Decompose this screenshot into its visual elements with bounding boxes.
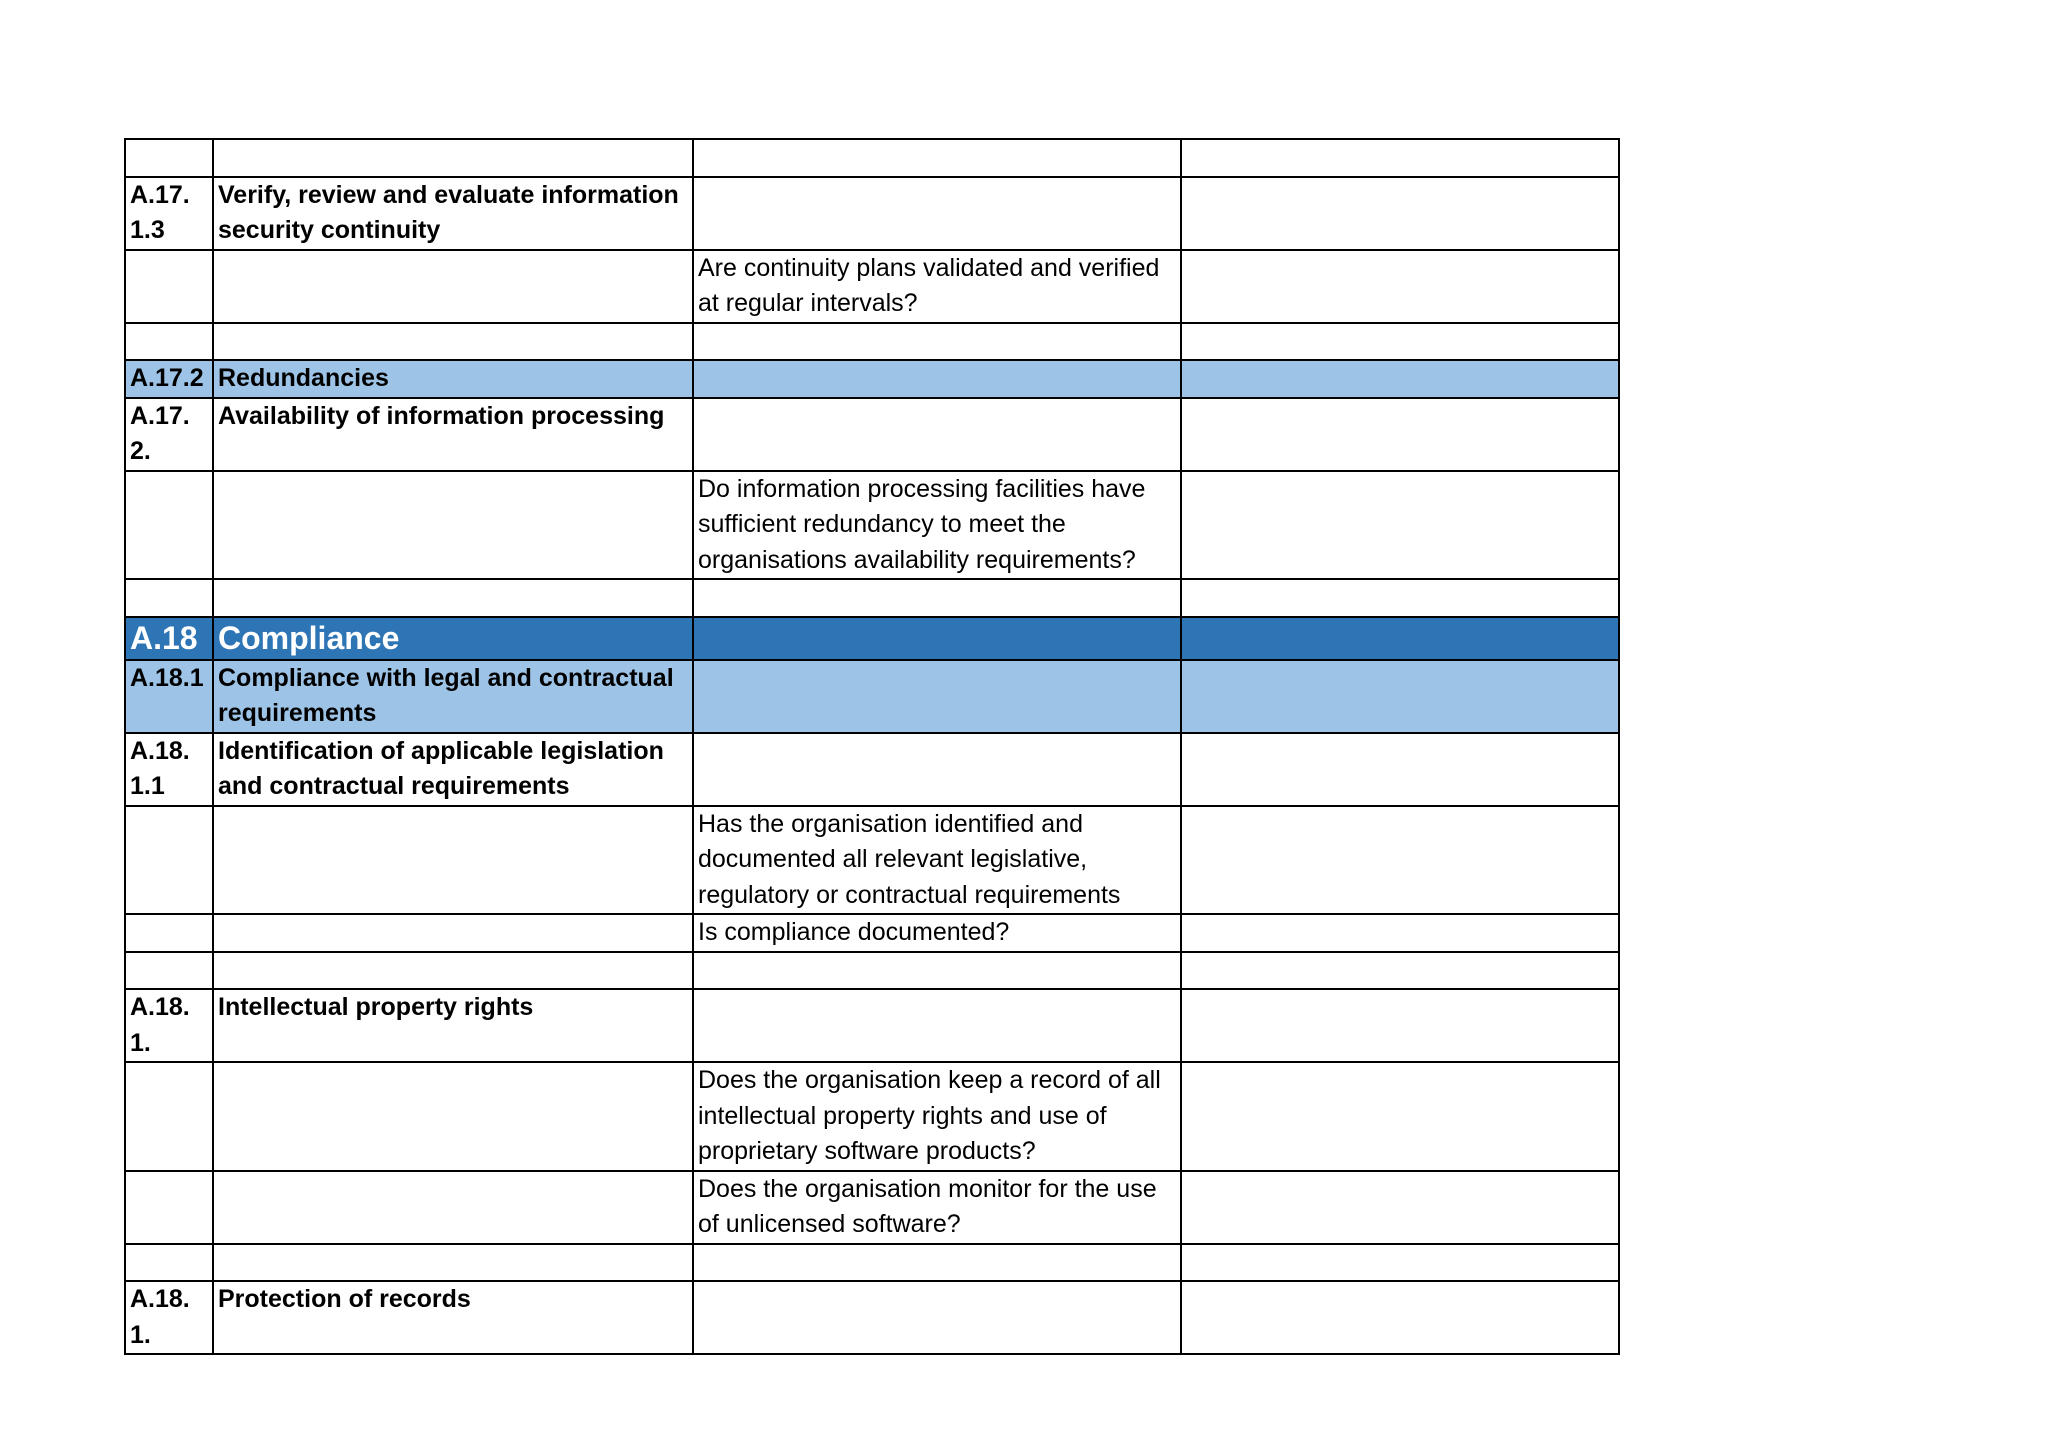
subsection-title-cell[interactable]: Compliance with legal and contractual requirements	[213, 660, 693, 733]
table-row	[125, 1281, 1619, 1354]
question-cell[interactable]	[693, 360, 1181, 398]
control-title-cell[interactable]	[213, 806, 693, 915]
table-row	[125, 177, 1619, 250]
table-row	[125, 1244, 1619, 1282]
notes-cell[interactable]	[1181, 360, 1619, 398]
control-title-cell[interactable]: Verify, review and evaluate information security continuity	[213, 177, 693, 250]
ref-cell[interactable]	[125, 1171, 213, 1244]
notes-cell[interactable]	[1181, 579, 1619, 617]
question-cell[interactable]	[693, 989, 1181, 1062]
table-row	[125, 398, 1619, 471]
table-row	[125, 471, 1619, 580]
control-title-cell[interactable]: Availability of information processing	[213, 398, 693, 471]
control-title-cell[interactable]	[213, 323, 693, 361]
question-cell[interactable]	[693, 952, 1181, 990]
notes-cell[interactable]	[1181, 323, 1619, 361]
subsection-heading-row	[125, 360, 1619, 398]
control-title-cell[interactable]	[213, 579, 693, 617]
ref-cell[interactable]: A.18.1.	[125, 1281, 213, 1354]
ref-cell[interactable]	[125, 323, 213, 361]
ref-cell[interactable]: A.18.1	[125, 660, 213, 733]
control-title-cell[interactable]: Identification of applicable legislation and contractual requirements	[213, 733, 693, 806]
notes-cell[interactable]	[1181, 806, 1619, 915]
ref-cell[interactable]: A.18.1.	[125, 989, 213, 1062]
control-title-cell[interactable]	[213, 139, 693, 177]
control-title-cell[interactable]	[213, 1244, 693, 1282]
question-cell[interactable]	[693, 139, 1181, 177]
table-row	[125, 139, 1619, 177]
notes-cell[interactable]	[1181, 177, 1619, 250]
question-cell[interactable]	[693, 177, 1181, 250]
question-cell[interactable]	[693, 579, 1181, 617]
section-ref-cell[interactable]: A.18	[125, 617, 213, 660]
notes-cell[interactable]	[1181, 617, 1619, 660]
question-cell[interactable]: Are continuity plans validated and verified at regular intervals?	[693, 250, 1181, 323]
ref-cell[interactable]	[125, 471, 213, 580]
control-title-cell[interactable]	[213, 1062, 693, 1171]
ref-cell[interactable]: A.17.2.	[125, 398, 213, 471]
ref-cell[interactable]	[125, 914, 213, 952]
notes-cell[interactable]	[1181, 952, 1619, 990]
table-row	[125, 806, 1619, 915]
notes-cell[interactable]	[1181, 1062, 1619, 1171]
table-row	[125, 1062, 1619, 1171]
ref-cell[interactable]	[125, 952, 213, 990]
ref-cell[interactable]	[125, 579, 213, 617]
notes-cell[interactable]	[1181, 139, 1619, 177]
notes-cell[interactable]	[1181, 471, 1619, 580]
ref-cell[interactable]	[125, 806, 213, 915]
notes-cell[interactable]	[1181, 914, 1619, 952]
control-title-cell[interactable]: Intellectual property rights	[213, 989, 693, 1062]
question-cell[interactable]	[693, 398, 1181, 471]
section-title-cell[interactable]: Compliance	[213, 617, 693, 660]
control-title-cell[interactable]	[213, 471, 693, 580]
question-cell[interactable]	[693, 1244, 1181, 1282]
subsection-heading-row	[125, 660, 1619, 733]
ref-cell[interactable]	[125, 250, 213, 323]
ref-cell[interactable]	[125, 1062, 213, 1171]
question-cell[interactable]: Has the organisation identified and documented all relevant legislative, regulatory or contractual requirements	[693, 806, 1181, 915]
table-row	[125, 989, 1619, 1062]
notes-cell[interactable]	[1181, 1281, 1619, 1354]
table-row	[125, 579, 1619, 617]
control-title-cell[interactable]	[213, 1171, 693, 1244]
control-title-cell[interactable]	[213, 952, 693, 990]
ref-cell[interactable]: A.17.1.3	[125, 177, 213, 250]
question-cell[interactable]: Does the organisation keep a record of all intellectual property rights and use of proprietary software products?	[693, 1062, 1181, 1171]
section-heading-row	[125, 617, 1619, 660]
table-row	[125, 914, 1619, 952]
notes-cell[interactable]	[1181, 250, 1619, 323]
checklist-table	[124, 138, 1620, 1355]
table-row	[125, 1171, 1619, 1244]
question-cell[interactable]: Do information processing facilities have sufficient redundancy to meet the organisations availability requirements?	[693, 471, 1181, 580]
control-title-cell[interactable]	[213, 250, 693, 323]
question-cell[interactable]: Is compliance documented?	[693, 914, 1181, 952]
notes-cell[interactable]	[1181, 398, 1619, 471]
table-row	[125, 323, 1619, 361]
ref-cell[interactable]	[125, 139, 213, 177]
question-cell[interactable]	[693, 617, 1181, 660]
control-title-cell[interactable]: Protection of records	[213, 1281, 693, 1354]
notes-cell[interactable]	[1181, 1244, 1619, 1282]
notes-cell[interactable]	[1181, 733, 1619, 806]
ref-cell[interactable]: A.17.2	[125, 360, 213, 398]
notes-cell[interactable]	[1181, 660, 1619, 733]
table-row	[125, 952, 1619, 990]
control-title-cell[interactable]	[213, 914, 693, 952]
question-cell[interactable]	[693, 323, 1181, 361]
table-row	[125, 250, 1619, 323]
notes-cell[interactable]	[1181, 1171, 1619, 1244]
notes-cell[interactable]	[1181, 989, 1619, 1062]
table-row	[125, 733, 1619, 806]
question-cell[interactable]	[693, 660, 1181, 733]
question-cell[interactable]: Does the organisation monitor for the use of unlicensed software?	[693, 1171, 1181, 1244]
subsection-title-cell[interactable]: Redundancies	[213, 360, 693, 398]
ref-cell[interactable]	[125, 1244, 213, 1282]
ref-cell[interactable]: A.18.1.1	[125, 733, 213, 806]
question-cell[interactable]	[693, 1281, 1181, 1354]
question-cell[interactable]	[693, 733, 1181, 806]
